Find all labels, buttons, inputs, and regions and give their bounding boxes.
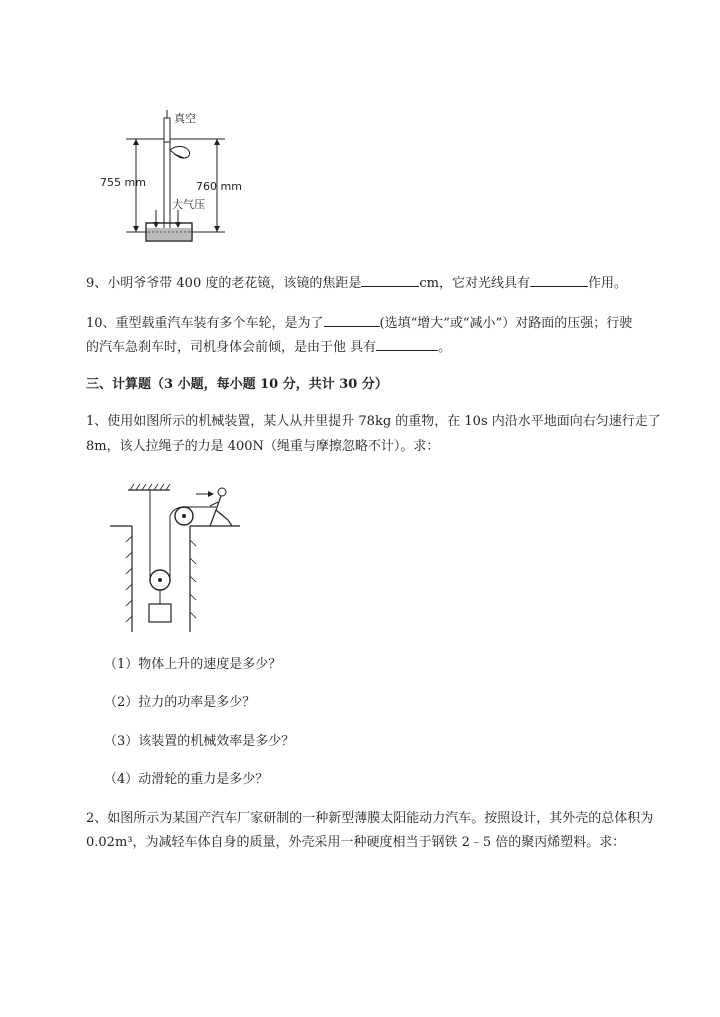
calc-2-line-2: 0.02m³，为减轻车体自身的质量，外壳采用一种硬度相当于钢铁 2﹣5 倍的聚丙烯塑料。求： — [86, 835, 626, 850]
question-10-line-1 — [86, 314, 632, 333]
right-measure-label: 760 mm — [196, 180, 242, 193]
question-10-hint: (选填“增大”或“减小”）对路面的压强；行驶 — [379, 316, 633, 331]
inertia-blank[interactable] — [376, 338, 438, 351]
pressure-blank[interactable] — [324, 314, 380, 327]
question-10-prefix: 10、重型载重汽车装有多个车轮，是为了 — [86, 316, 324, 331]
calc-1-subquestion-2: （2）拉力的功率是多少？ — [104, 695, 256, 710]
vacuum-label: 真空 — [174, 112, 196, 125]
question-10-line-2 — [86, 338, 451, 357]
atmospheric-pressure-label: 大气压 — [172, 198, 205, 211]
barometer-figure — [100, 108, 260, 253]
question-9-unit: cm，它对光线具有 — [419, 276, 530, 291]
calc-2-line-1: 2、如图所示为某国产汽车厂家研制的一种新型薄膜太阳能动力汽车。按照设计，其外壳的总体积为 — [86, 811, 654, 826]
left-measure-label: 755 mm — [100, 176, 146, 189]
question-10-line2-suffix: 。 — [438, 340, 452, 355]
question-9-prefix: 9、小明爷爷带 400 度的老花镜，该镜的焦距是 — [86, 276, 362, 291]
light-effect-blank[interactable] — [530, 274, 588, 287]
pulley-well-figure — [104, 480, 244, 636]
focal-length-blank[interactable] — [361, 274, 419, 287]
calc-1-subquestion-4: （4）动滑轮的重力是多少？ — [104, 772, 269, 787]
calc-1-subquestion-3: （3）该装置的机械效率是多少？ — [104, 734, 295, 749]
calc-1-line-2: 8m，该人拉绳子的力是 400N（绳重与摩擦忽略不计）。求： — [86, 439, 440, 454]
question-10-line2-prefix: 的汽车急刹车时，司机身体会前倾，是由于他 具有 — [86, 340, 377, 355]
section-3-heading: 三、计算题（3 小题，每小题 10 分，共计 30 分） — [86, 377, 388, 392]
question-9-suffix: 作用。 — [587, 276, 627, 291]
calc-1-subquestion-1: （1）物体上升的速度是多少？ — [104, 657, 282, 672]
calc-1-line-1: 1、使用如图所示的机械装置，某人从井里提升 78kg 的重物，在 10s 内沿水平地面向右匀速行走了 — [86, 414, 661, 429]
question-9 — [86, 274, 627, 293]
